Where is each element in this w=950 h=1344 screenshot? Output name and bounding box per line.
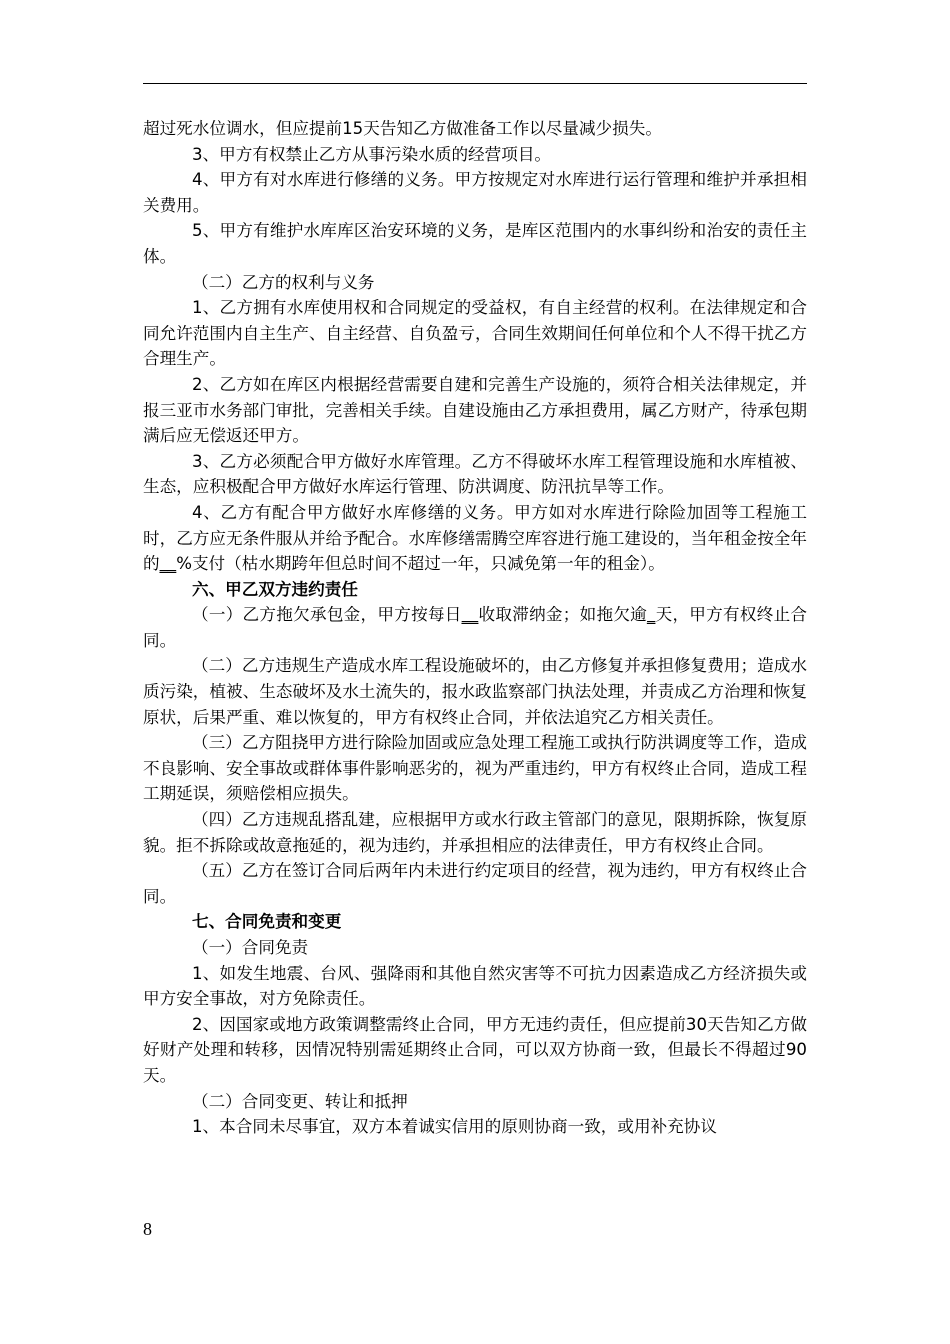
paragraph: 1、本合同未尽事宜，双方本着诚实信用的原则协商一致，或用补充协议 bbox=[192, 1117, 717, 1137]
paragraph: 5、甲方有维护水库库区治安环境的义务，是库区范围内的水事纠纷和治安的责任主体。 bbox=[143, 221, 807, 266]
paragraph: （三）乙方阻挠甲方进行除险加固或应急处理工程施工或执行防洪调度等工作，造成不良影响、安全事故或群体事件影响恶劣的，视为严重违约，甲方有权终止合同，造成工程工期延误，须赔偿相应损失。 bbox=[143, 733, 807, 804]
subsection-heading: （一）合同免责 bbox=[192, 938, 309, 957]
paragraph: 3、乙方必须配合甲方做好水库管理。乙方不得破坏水库工程管理设施和水库植被、生态，应积极配合甲方做好水库运行管理、防洪调度、防汛抗旱等工作。 bbox=[143, 451, 807, 497]
paragraph: （二）乙方违规生产造成水库工程设施破坏的，由乙方修复并承担修复费用；造成水质污染，植被、生态破坏及水土流失的，报水政监察部门执法处理，并责成乙方治理和恢复原状，后果严重、难以恢复的，甲方有权终止合同，并依法追究乙方相关责任。 bbox=[143, 656, 807, 727]
subsection-heading: （二）合同变更、转让和抵押 bbox=[192, 1091, 408, 1111]
paragraph: 2、乙方如在库区内根据经营需要自建和完善生产设施的，须符合相关法律规定，并报三亚市水务部门审批，完善相关手续。自建设施由乙方承担费用，属乙方财产，待承包期满后应无偿返还甲方。 bbox=[143, 374, 807, 446]
text-run: 天，甲方有权终止合同。 bbox=[143, 605, 808, 650]
paragraph: （四）乙方违规乱搭乱建，应根据甲方或水行政主管部门的意见，限期拆除，恢复原貌。拒不拆除或故意拖延的，视为违约，并承担相应的法律责任，甲方有权终止合同。 bbox=[143, 810, 807, 855]
page-number: 8 bbox=[143, 1219, 152, 1239]
paragraph: 3、甲方有权禁止乙方从事污染水质的经营项目。 bbox=[192, 144, 552, 164]
text-run: 4、乙方有配合甲方做好水库修缮的义务。甲方如对水库进行除险加固等工程施工时，乙方应无条件服从并给予配合。水库修缮需腾空库容进行施工建设的，当年租金按全年的 bbox=[143, 502, 807, 574]
paragraph: （五）乙方在签订合同后两年内未进行约定项目的经营，视为违约，甲方有权终止合同。 bbox=[143, 861, 807, 906]
text-run: %支付（枯水期跨年但总时间不超过一年，只减免第一年的租金）。 bbox=[176, 554, 665, 574]
paragraph bbox=[143, 602, 807, 653]
paragraph: 1、乙方拥有水库使用权和合同规定的受益权，有自主经营的权利。在法律规定和合同允许范围内自主生产、自主经营、自负盈亏，合同生效期间任何单位和个人不得干扰乙方合理生产。 bbox=[143, 298, 807, 369]
blank-underline: __ bbox=[159, 554, 177, 574]
text-run: 收取滞纳金；如拖欠逾 bbox=[478, 605, 648, 625]
header-rule bbox=[143, 83, 807, 84]
section-heading: 六、甲乙双方违约责任 bbox=[192, 579, 358, 599]
paragraph: 4、甲方有对水库进行修缮的义务。甲方按规定对水库进行运行管理和维护并承担相关费用。 bbox=[143, 170, 807, 215]
paragraph: 超过死水位调水，但应提前15天告知乙方做准备工作以尽量减少损失。 bbox=[143, 119, 662, 138]
document-body bbox=[143, 116, 807, 1140]
paragraph bbox=[143, 500, 807, 577]
blank-underline: __ bbox=[461, 605, 479, 625]
section-heading: 七、合同免责和变更 bbox=[192, 912, 342, 932]
paragraph: 2、因国家或地方政策调整需终止合同，甲方无违约责任，但应提前30天告知乙方做好财产处理和转移，因情况特别需延期终止合同，可以双方协商一致，但最长不得超过90天。 bbox=[143, 1014, 807, 1085]
text-run: （一）乙方拖欠承包金，甲方按每日 bbox=[192, 605, 462, 625]
blank-underline: _ bbox=[647, 605, 656, 625]
subsection-heading: （二）乙方的权利与义务 bbox=[192, 272, 375, 292]
paragraph: 1、如发生地震、台风、强降雨和其他自然灾害等不可抗力因素造成乙方经济损失或甲方安全事故，对方免除责任。 bbox=[143, 963, 807, 1009]
